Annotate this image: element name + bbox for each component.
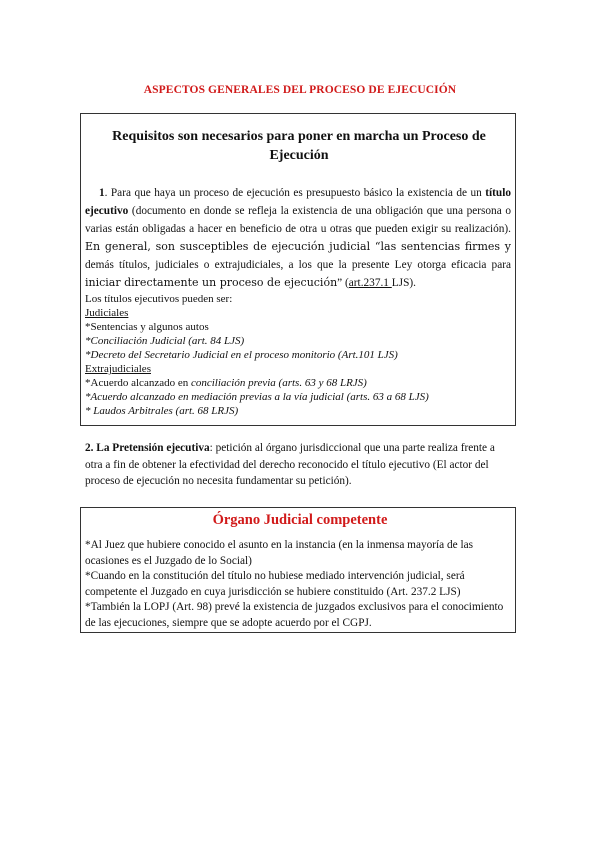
list-item: *Cuando en la constitución del título no hubiese mediado intervención judicial, será competente el Juzgado en cuya jurisdicción se hubiere constituido (Art. 237.2 LJS) [85,570,465,598]
para1-text-f: ” ( [337,277,349,289]
titulos-intro: Los títulos ejecutivos pueden ser: [85,293,233,305]
organo-box-body [85,538,513,631]
para1-text-e: iniciar directamente un proceso de ejecución [85,276,338,289]
list-item: *Sentencias y algunos autos [85,321,209,333]
list-item: *Al Juez que hubiere conocido el asunto en la instancia (en la inmensa mayoría de las ocasiones es el Juzgado de lo Social) [85,539,474,567]
titulos-list [85,292,511,418]
list-item: *Decreto del Secretario Judicial en el proceso monitorio (Art.101 LJS) [85,349,398,361]
paragraph-titulo-ejecutivo [85,184,511,292]
paragraph-number: 1 [98,187,105,199]
para1-text-d: demás títulos, judiciales o extrajudiciales, a los que la presente Ley otorga eficacia para [85,259,511,271]
extra-item1-italic: conciliación previa (arts. 63 y 68 LRJS) [190,377,367,389]
list-item: * Laudos Arbitrales (art. 68 LRJS) [85,405,239,417]
para1-text-c: En general, son susceptibles de ejecución judicial “las sentencias firmes y [85,240,511,253]
list-item [85,376,511,390]
para1-text-b: (documento en donde se refleja la existencia de una obligación que una persona o varias están obligadas a hacer en beneficio de otra u otras que pueden exigir su realización). [85,205,511,235]
paragraph-pretension [85,440,513,490]
extra-item1-prefix: *Acuerdo alcanzado en [85,377,191,389]
list-item: *También la LOPJ (Art. 98) prevé la existencia de juzgados exclusivos para el conocimiento de las ejecuciones, siempre que se adopte acuerdo por el CGPJ. [85,601,504,629]
judiciales-heading: Judiciales [85,307,129,319]
requisitos-title-line1: Requisitos son necesarios para poner en marcha un Proceso de [112,129,486,144]
list-item: *Conciliación Judicial (art. 84 LJS) [85,335,245,347]
pretension-text: : petición al órgano jurisdiccional que una parte realiza frente a otra a fin de obtener la efectividad del derecho reconocido el título ejecutivo (El actor del proceso de ejecución no necesita fundamentar su petición). [85,442,495,487]
requisitos-title-line2: Ejecución [269,148,329,163]
article-reference: art.237.1 [348,277,392,289]
titulo-ejecutivo-term: título ejecutivo [85,187,511,217]
extrajudiciales-heading: Extrajudiciales [85,363,151,375]
pretension-label: 2. La Pretensión ejecutiva [85,442,210,454]
page-title: ASPECTOS GENERALES DEL PROCESO DE EJECUCIÓN [143,84,457,96]
requisitos-box-title [81,127,517,165]
para1-text-g: LJS). [391,277,416,289]
para1-text-a: . Para que haya un proceso de ejecución es presupuesto básico la existencia de un [104,187,482,199]
organo-box-title: Órgano Judicial competente [212,512,388,528]
list-item: *Acuerdo alcanzado en mediación previas a la vía judicial (arts. 63 a 68 LJS) [85,391,429,403]
